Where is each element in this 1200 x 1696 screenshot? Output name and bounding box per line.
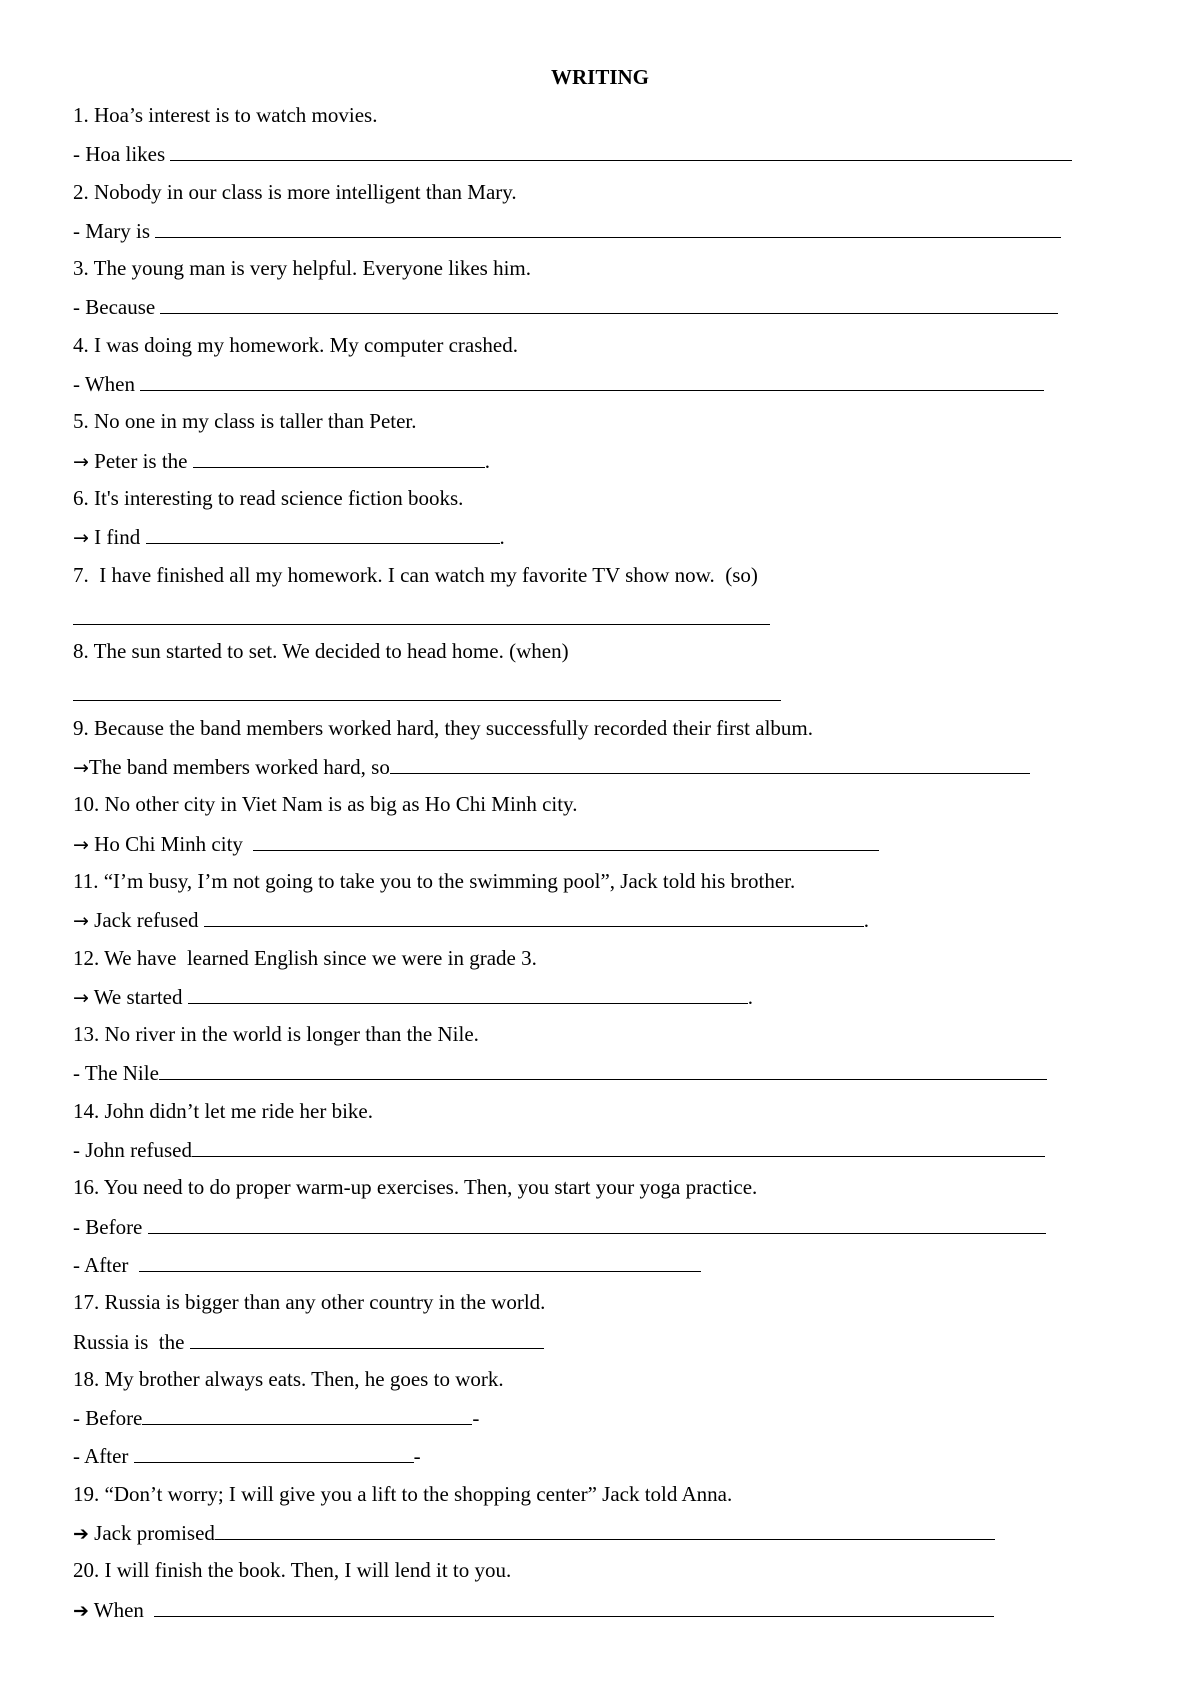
worksheet-page	[73, 58, 1133, 1628]
answer-blank[interactable]	[154, 1590, 994, 1617]
answer-blank[interactable]	[140, 364, 1044, 391]
arrow-icon: →	[73, 986, 89, 1009]
answer-blank[interactable]	[160, 287, 1058, 314]
page-title: WRITING	[550, 65, 650, 89]
answer-tail: .	[484, 448, 490, 473]
answer-blank[interactable]	[139, 1245, 701, 1272]
answer-line-6	[73, 517, 1133, 555]
answer-line-18a	[73, 1398, 1133, 1436]
answer-blank[interactable]	[215, 1513, 995, 1540]
answer-prompt: Jack refused	[88, 908, 204, 933]
answer-tail: .	[747, 984, 753, 1009]
answer-line-4	[73, 364, 1133, 402]
answer-line-1	[73, 134, 1133, 172]
answer-blank[interactable]	[188, 977, 748, 1004]
question-text: 18. My brother always eats. Then, he goes to work.	[73, 1366, 504, 1391]
question-18	[73, 1360, 1133, 1398]
answer-prompt: The band members worked hard, so	[88, 755, 390, 780]
answer-line-7	[73, 594, 1133, 632]
question-20	[73, 1551, 1133, 1589]
answer-blank[interactable]	[134, 1436, 414, 1463]
arrow-icon: ➔	[73, 1599, 89, 1622]
answer-blank[interactable]	[192, 1130, 1045, 1157]
question-7	[73, 556, 1133, 594]
arrow-icon: ➔	[73, 1522, 89, 1545]
answer-tail: .	[499, 525, 505, 550]
answer-prompt: Ho Chi Minh city	[88, 831, 254, 856]
answer-prompt: - Mary is	[73, 218, 156, 243]
question-text: 16. You need to do proper warm-up exercises. Then, you start your yoga practice.	[73, 1175, 758, 1200]
answer-blank[interactable]	[204, 900, 864, 927]
answer-prompt: We started	[88, 984, 188, 1009]
question-13	[73, 1015, 1133, 1053]
answer-prompt: - Hoa likes	[73, 142, 171, 167]
answer-line-19	[73, 1513, 1133, 1551]
question-text: 20. I will finish the book. Then, I will lend it to you.	[73, 1558, 512, 1583]
answer-blank[interactable]	[190, 1322, 544, 1349]
question-text: 19. “Don’t worry; I will give you a lift to the shopping center” Jack told Anna.	[73, 1481, 733, 1506]
answer-blank[interactable]	[142, 1398, 472, 1425]
question-text: 13. No river in the world is longer than the Nile.	[73, 1022, 479, 1047]
question-text: 14. John didn’t let me ride her bike.	[73, 1098, 373, 1123]
answer-blank[interactable]	[73, 670, 781, 701]
answer-prompt: - After	[73, 1252, 139, 1277]
answer-line-3	[73, 287, 1133, 325]
answer-prompt: - When	[73, 372, 141, 397]
question-text: 6. It's interesting to read science fiction books.	[73, 485, 464, 510]
question-16	[73, 1168, 1133, 1206]
answer-prompt: Russia is the	[73, 1329, 190, 1354]
answer-line-18b	[73, 1436, 1133, 1474]
answer-prompt: - Before	[73, 1406, 143, 1431]
question-10	[73, 785, 1133, 823]
question-3	[73, 249, 1133, 287]
answer-line-13	[73, 1053, 1133, 1091]
question-text: 7. I have finished all my homework. I can watch my favorite TV show now. (so)	[73, 562, 758, 587]
answer-blank[interactable]	[146, 517, 500, 544]
answer-blank[interactable]	[73, 594, 770, 625]
question-4	[73, 326, 1133, 364]
question-1	[73, 96, 1133, 134]
question-text: 9. Because the band members worked hard, they successfully recorded their first album.	[73, 715, 814, 740]
answer-blank[interactable]	[193, 441, 485, 468]
question-9	[73, 709, 1133, 747]
question-text: 2. Nobody in our class is more intelligent than Mary.	[73, 179, 517, 204]
question-text: 5. No one in my class is taller than Peter.	[73, 409, 417, 434]
answer-prompt: - John refused	[73, 1138, 192, 1163]
answer-tail: -	[472, 1406, 480, 1431]
answer-line-16b	[73, 1245, 1133, 1283]
answer-line-16a	[73, 1207, 1133, 1245]
answer-prompt: - After	[73, 1444, 134, 1469]
answer-tail: .	[863, 908, 870, 933]
answer-prompt: When	[88, 1597, 155, 1622]
answer-line-9	[73, 747, 1133, 785]
answer-prompt: Peter is the	[88, 448, 193, 473]
question-2	[73, 173, 1133, 211]
answer-line-8	[73, 670, 1133, 708]
question-text: 1. Hoa’s interest is to watch movies.	[73, 103, 378, 127]
question-6	[73, 479, 1133, 517]
question-19	[73, 1475, 1133, 1513]
answer-prompt: - Because	[73, 295, 161, 320]
answer-blank[interactable]	[159, 1053, 1047, 1080]
answer-prompt: - The Nile	[73, 1061, 159, 1086]
answer-blank[interactable]	[155, 211, 1061, 238]
arrow-icon: →	[73, 757, 89, 780]
question-14	[73, 1092, 1133, 1130]
question-8	[73, 632, 1133, 670]
question-text: 11. “I’m busy, I’m not going to take you to the swimming pool”, Jack told his brother.	[73, 868, 796, 893]
answer-prompt: I find	[88, 525, 146, 550]
answer-blank[interactable]	[390, 747, 1030, 774]
answer-line-12	[73, 977, 1133, 1015]
question-11	[73, 862, 1133, 900]
arrow-icon: →	[73, 833, 89, 856]
question-17	[73, 1283, 1133, 1321]
question-text: 4. I was doing my homework. My computer crashed.	[73, 332, 518, 357]
answer-line-5	[73, 441, 1133, 479]
arrow-icon: →	[73, 450, 89, 473]
question-text: 8. The sun started to set. We decided to head home. (when)	[73, 639, 569, 664]
question-text: 12. We have learned English since we were in grade 3.	[73, 945, 537, 970]
answer-prompt: - Before	[73, 1214, 148, 1239]
answer-blank[interactable]	[148, 1207, 1046, 1234]
question-12	[73, 939, 1133, 977]
answer-line-11	[73, 900, 1133, 938]
answer-blank[interactable]	[170, 134, 1072, 161]
answer-line-14	[73, 1130, 1133, 1168]
answer-prompt: Jack promised	[88, 1520, 215, 1545]
answer-line-20	[73, 1590, 1133, 1628]
answer-blank[interactable]	[253, 824, 879, 851]
answer-tail: -	[413, 1444, 421, 1469]
arrow-icon: →	[73, 527, 89, 550]
arrow-icon: →	[73, 910, 89, 933]
answer-line-2	[73, 211, 1133, 249]
question-5	[73, 402, 1133, 440]
answer-line-10	[73, 824, 1133, 862]
question-text: 10. No other city in Viet Nam is as big as Ho Chi Minh city.	[73, 792, 578, 817]
question-text: 17. Russia is bigger than any other country in the world.	[73, 1290, 546, 1315]
answer-line-17	[73, 1322, 1133, 1360]
question-text: 3. The young man is very helpful. Everyone likes him.	[73, 256, 532, 281]
